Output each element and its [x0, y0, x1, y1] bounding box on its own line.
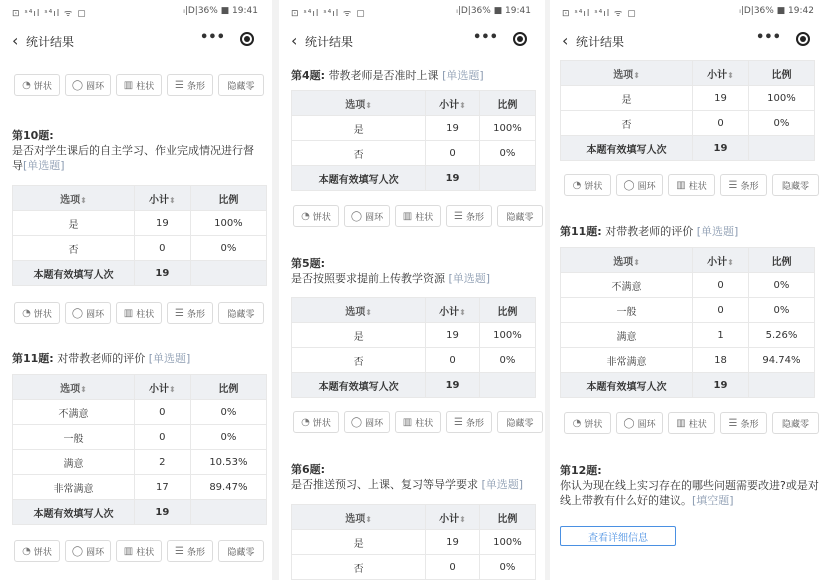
close-target-icon[interactable]: [513, 32, 527, 46]
ring-icon: ◯: [350, 210, 363, 222]
header-option[interactable]: 选项: [60, 194, 81, 206]
chart-toolbar: [293, 205, 543, 227]
page-title: 统计结果: [26, 35, 75, 49]
hide-zero-button[interactable]: 隐藏零: [497, 205, 543, 227]
total-row: 本题有效填写人次 19: [13, 500, 267, 525]
header-ratio: 比例: [218, 194, 239, 206]
column-icon: ▥: [123, 545, 134, 557]
column-chart-button[interactable]: ▥ 柱状: [116, 302, 162, 324]
table-row: 非常满意 17 89.47%: [13, 475, 267, 500]
column-chart-button[interactable]: ▥ 柱状: [668, 174, 715, 196]
table-row: 是 19 100%: [561, 86, 815, 111]
bar-chart-button[interactable]: ☰ 条形: [446, 411, 492, 433]
ring-chart-button[interactable]: ◯ 圆环: [616, 174, 663, 196]
column-icon: ▥: [676, 179, 686, 191]
pie-chart-button[interactable]: ◔ 饼状: [293, 411, 339, 433]
total-row: 本题有效填写人次 19: [13, 261, 267, 286]
ring-chart-button[interactable]: ◯ 圆环: [344, 205, 390, 227]
bar-icon: ☰: [175, 79, 184, 91]
question-11-title: 第11题: 对带教老师的评价 [单选题]: [12, 352, 191, 365]
question-4-title: 第4题: 带教老师是否准时上课 [单选题]: [291, 69, 484, 82]
pie-chart-button[interactable]: ◔ 饼状: [564, 174, 611, 196]
question-number: 第10题:: [12, 129, 54, 142]
nav-bar: [279, 24, 545, 58]
hide-zero-button[interactable]: 隐藏零: [497, 411, 543, 433]
screen-right: [550, 0, 828, 580]
column-icon: ▥: [402, 416, 413, 428]
table-row: 是 19 100%: [292, 530, 536, 555]
bar-icon: ☰: [728, 417, 738, 429]
question-10-table: 选项⬍ 小计⬍ 比例 是 19 100% 否 0 0% 本题有效填写人次 19: [560, 60, 815, 161]
bar-chart-button[interactable]: ☰ 条形: [720, 174, 767, 196]
ring-icon: ◯: [71, 545, 84, 557]
chart-toolbar: [564, 412, 819, 434]
bar-chart-button[interactable]: ☰ 条形: [167, 540, 213, 562]
pie-chart-button[interactable]: ◔ 饼状: [14, 540, 60, 562]
ring-chart-button[interactable]: ◯ 圆环: [65, 302, 111, 324]
more-icon[interactable]: •••: [473, 30, 498, 45]
status-bar: [0, 0, 272, 24]
column-label: 柱状: [136, 81, 155, 92]
column-chart-button[interactable]: ▥ 柱状: [395, 205, 441, 227]
chart-toolbar: [14, 302, 264, 324]
table-row: 一般 0 0%: [13, 425, 267, 450]
column-icon: ▥: [676, 417, 686, 429]
mini-capsule: [198, 28, 258, 52]
chart-toolbar: [14, 540, 264, 562]
ring-icon: ◯: [350, 416, 363, 428]
mini-capsule: [471, 28, 531, 52]
table-row: 否 0 0%: [561, 111, 815, 136]
header-count[interactable]: 小计: [148, 194, 169, 206]
nav-bar: [0, 24, 272, 58]
hide-zero-button[interactable]: 隐藏零: [772, 412, 819, 434]
pie-icon: ◔: [572, 417, 582, 429]
bar-chart-button[interactable]: [167, 74, 213, 96]
question-11-title: 第11题: 对带教老师的评价 [单选题]: [560, 225, 739, 238]
pie-icon: ◔: [22, 545, 31, 557]
ring-icon: ◯: [623, 179, 635, 191]
bar-chart-button[interactable]: ☰ 条形: [167, 302, 213, 324]
table-row: 满意 1 5.26%: [561, 323, 815, 348]
hide-zero-label: 隐藏零: [227, 81, 255, 92]
hide-zero-button[interactable]: 隐藏零: [218, 302, 264, 324]
status-bar: ⊡ ˢ⁴ıl ˢ⁴ıl ᯤ ▢ ᵢ|D|36% ■ 19:41: [291, 6, 531, 19]
status-bar: ⊡ ˢ⁴ıl ˢ⁴ıl ᯤ ▢ ᵢ|D|36% ■ 19:42: [562, 6, 814, 19]
ring-chart-button[interactable]: ◯ 圆环: [616, 412, 663, 434]
pie-chart-button[interactable]: [14, 74, 60, 96]
table-row: 不满意 0 0%: [13, 400, 267, 425]
chart-toolbar: [564, 174, 819, 196]
table-row: 是 19 100%: [292, 323, 536, 348]
table-row: 否 0 0%: [292, 141, 536, 166]
column-icon: ▥: [123, 79, 134, 91]
question-11-table: 选项⬍ 小计⬍ 比例 不满意 0 0% 一般 0 0% 满意 1 5.26% 非常满意 18 94.74% 本题有效填写人次 19: [560, 247, 815, 398]
back-icon[interactable]: ‹: [12, 31, 19, 50]
back-icon[interactable]: ‹: [562, 31, 569, 50]
screen-middle: [279, 0, 545, 580]
hide-zero-button[interactable]: 隐藏零: [218, 540, 264, 562]
bar-chart-button[interactable]: ☰ 条形: [446, 205, 492, 227]
column-icon: ▥: [402, 210, 413, 222]
column-chart-button[interactable]: [116, 74, 162, 96]
pie-icon: ◔: [22, 307, 31, 319]
pie-icon: ◔: [301, 416, 310, 428]
chart-toolbar: [293, 411, 543, 433]
more-icon[interactable]: •••: [200, 30, 225, 45]
ring-chart-button[interactable]: ◯ 圆环: [344, 411, 390, 433]
bar-icon: ☰: [175, 307, 184, 319]
question-5-table: 选项⬍ 小计⬍ 比例 是 19 100% 否 0 0% 本题有效填写人次 19: [291, 297, 536, 398]
table-row: 是 19 100%: [292, 116, 536, 141]
divider: [545, 0, 550, 580]
question-text: 是否对学生课后的自主学习、作业完成情况进行督导: [12, 144, 254, 172]
page-title: 统计结果: [305, 35, 354, 49]
question-10-title: [12, 128, 264, 173]
question-6-table: 选项⬍ 小计⬍ 比例 是 19 100% 否 0 0%: [291, 504, 536, 580]
table-row: 否 0 0%: [13, 236, 267, 261]
mini-capsule: [754, 28, 814, 52]
close-target-icon[interactable]: [240, 32, 254, 46]
column-chart-button[interactable]: ▥ 柱状: [395, 411, 441, 433]
ring-chart-button[interactable]: ◯ 圆环: [65, 540, 111, 562]
page-title: 统计结果: [576, 35, 625, 49]
hide-zero-button[interactable]: [218, 74, 264, 96]
table-row: 否 0 0%: [292, 348, 536, 373]
question-6-title: 第6题: 是否推送预习、上课、复习等导学要求 [单选题]: [291, 463, 524, 491]
table-row: 非常满意 18 94.74%: [561, 348, 815, 373]
sort-icon[interactable]: ⬍: [168, 195, 176, 205]
table-row: 满意 2 10.53%: [13, 450, 267, 475]
ring-icon: ◯: [623, 417, 635, 429]
question-4-table: 选项⬍ 小计⬍ 比例 是 19 100% 否 0 0% 本题有效填写人次 19: [291, 90, 536, 191]
question-type: [单选题]: [23, 159, 65, 172]
total-row: 本题有效填写人次 19: [292, 166, 536, 191]
ring-label: 圆环: [86, 81, 105, 92]
status-right: ᵢ|D|36% ■ 19:41: [183, 6, 258, 16]
table-row: 不满意 0 0%: [561, 273, 815, 298]
bar-icon: ☰: [728, 179, 738, 191]
column-icon: ▥: [123, 307, 134, 319]
chart-toolbar: [14, 74, 264, 96]
pie-chart-button[interactable]: ◔ 饼状: [564, 412, 611, 434]
total-row: 本题有效填写人次 19: [561, 373, 815, 398]
ring-chart-button[interactable]: [65, 74, 111, 96]
question-11-table: 选项⬍ 小计⬍ 比例 不满意 0 0% 一般 0 0% 满意 2 10.53% 非常满意 17 89.47% 本题有效填写人次 19: [12, 374, 267, 525]
close-target-icon[interactable]: [796, 32, 810, 46]
table-row: 是 19 100%: [13, 211, 267, 236]
table-row: 一般 0 0%: [561, 298, 815, 323]
bar-icon: ☰: [175, 545, 184, 557]
pie-icon: ◔: [572, 179, 582, 191]
pie-chart-button[interactable]: ◔ 饼状: [14, 302, 60, 324]
pie-icon: ◔: [22, 79, 31, 91]
more-icon[interactable]: •••: [756, 30, 781, 45]
bar-label: 条形: [186, 81, 205, 92]
pie-icon: ◔: [301, 210, 310, 222]
status-left: ⊡ ˢ⁴ıl ˢ⁴ıl ᯤ ▢: [12, 9, 87, 19]
bar-chart-button[interactable]: ☰ 条形: [720, 412, 767, 434]
ring-icon: ◯: [71, 79, 84, 91]
table-row: 否 0 0%: [292, 555, 536, 580]
nav-bar: [550, 24, 828, 58]
pie-label: 饼状: [33, 81, 52, 92]
column-chart-button[interactable]: ▥ 柱状: [668, 412, 715, 434]
column-chart-button[interactable]: ▥ 柱状: [116, 540, 162, 562]
sort-icon[interactable]: ⬍: [80, 195, 87, 205]
ring-icon: ◯: [71, 307, 84, 319]
screen-left: [0, 0, 272, 580]
divider: [272, 0, 279, 580]
total-row: 本题有效填写人次 19: [292, 373, 536, 398]
back-icon[interactable]: ‹: [291, 31, 298, 50]
bar-icon: ☰: [454, 210, 463, 222]
question-10-table: [12, 185, 267, 286]
pie-chart-button[interactable]: ◔ 饼状: [293, 205, 339, 227]
total-row: 本题有效填写人次 19: [561, 136, 815, 161]
hide-zero-button[interactable]: 隐藏零: [772, 174, 819, 196]
bar-icon: ☰: [454, 416, 463, 428]
question-12-title: 第12题: 你认为现在线上实习存在的哪些问题需要改进?或是对线上带教有什么好的建议。[填空题]: [560, 464, 819, 507]
question-5-title: 第5题: 是否按照要求提前上传教学资源 [单选题]: [291, 257, 491, 285]
view-details-button[interactable]: 查看详细信息: [560, 526, 676, 546]
